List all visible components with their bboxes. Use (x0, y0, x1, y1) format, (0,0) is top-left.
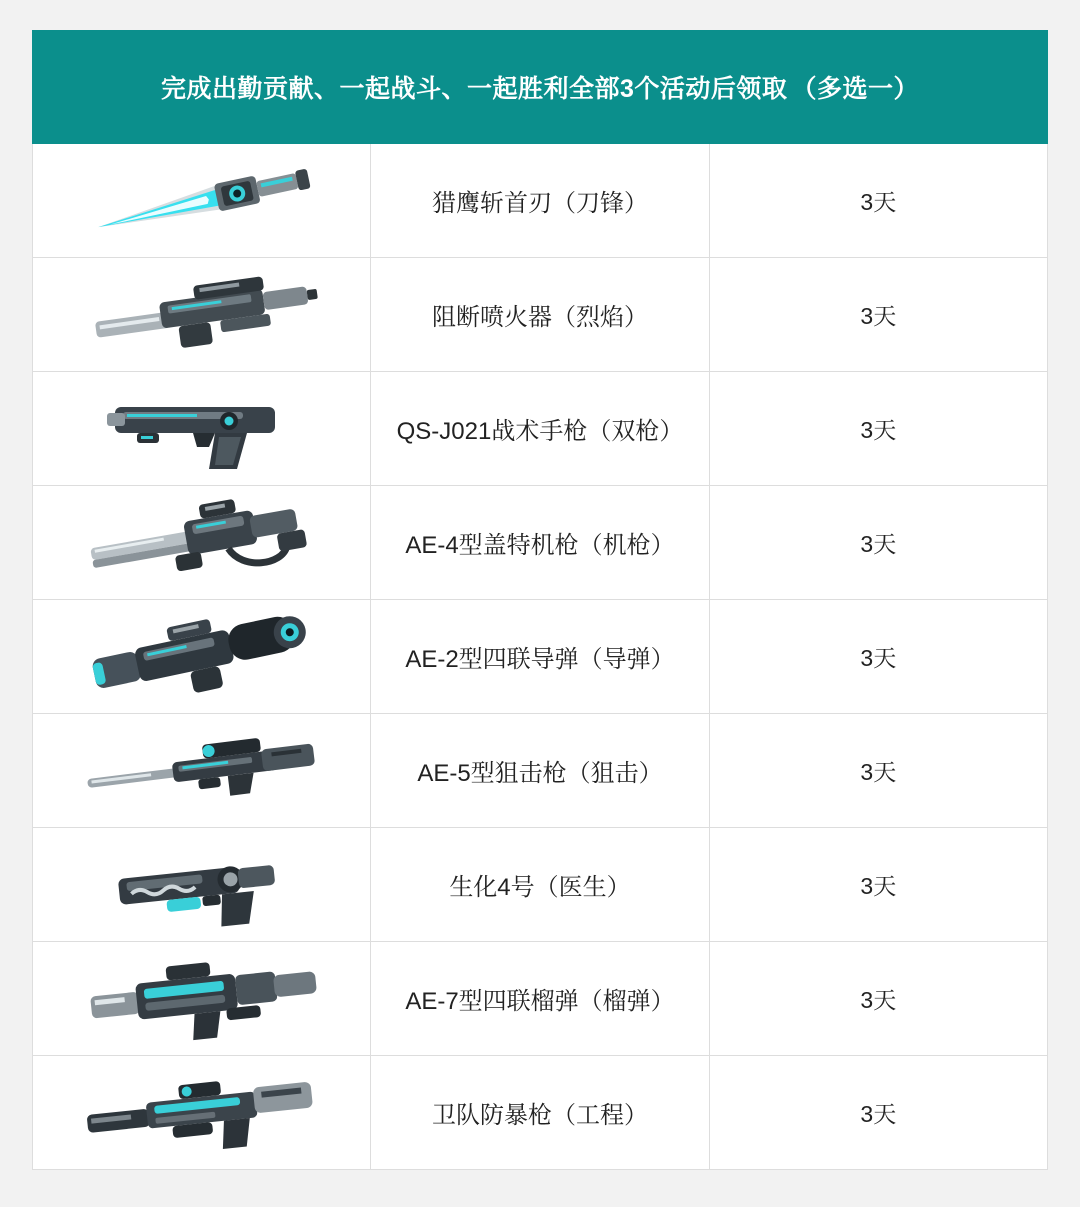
item-name: 阻断喷火器（烈焰） (371, 258, 709, 372)
item-icon-cell (33, 714, 371, 828)
item-name: 猎鹰斩首刃（刀锋） (371, 144, 709, 258)
item-name: AE-7型四联榴弹（榴弹） (371, 942, 709, 1056)
item-icon-cell (33, 372, 371, 486)
item-duration: 3天 (709, 942, 1047, 1056)
item-duration: 3天 (709, 144, 1047, 258)
header-main-text: 完成出勤贡献、一起战斗、一起胜利全部3个活动后领取 (161, 75, 788, 103)
item-name: QS-J021战术手枪（双枪） (371, 372, 709, 486)
item-name: AE-4型盖特机枪（机枪） (371, 486, 709, 600)
table-row (33, 714, 1048, 828)
table-row (33, 144, 1048, 258)
item-duration: 3天 (709, 828, 1047, 942)
table-head (33, 31, 1048, 144)
table-row (33, 828, 1048, 942)
table-row (33, 1056, 1048, 1170)
item-name: AE-2型四联导弹（导弹） (371, 600, 709, 714)
header-note-text: （多选一） (791, 75, 919, 103)
flamethrower-icon (77, 267, 327, 363)
item-duration: 3天 (709, 600, 1047, 714)
table-row (33, 258, 1048, 372)
item-duration: 3天 (709, 258, 1047, 372)
table-body (33, 144, 1048, 1170)
table-row (33, 942, 1048, 1056)
riot-shotgun-icon (77, 1065, 327, 1161)
item-name: 卫队防暴枪（工程） (371, 1056, 709, 1170)
item-duration: 3天 (709, 1056, 1047, 1170)
item-duration: 3天 (709, 486, 1047, 600)
item-icon-cell (33, 144, 371, 258)
table-header-cell (33, 31, 1048, 144)
item-icon-cell (33, 258, 371, 372)
item-icon-cell (33, 486, 371, 600)
table-header-row (33, 31, 1048, 144)
item-icon-cell (33, 828, 371, 942)
gatling-machinegun-icon (77, 495, 327, 591)
table-row (33, 372, 1048, 486)
sniper-rifle-icon (77, 723, 327, 819)
item-name: 生化4号（医生） (371, 828, 709, 942)
pistol-icon (77, 381, 327, 477)
quad-grenade-icon (77, 951, 327, 1047)
item-duration: 3天 (709, 714, 1047, 828)
table-row (33, 600, 1048, 714)
item-name: AE-5型狙击枪（狙击） (371, 714, 709, 828)
item-icon-cell (33, 1056, 371, 1170)
item-duration: 3天 (709, 372, 1047, 486)
sword-blade-icon (77, 153, 327, 249)
reward-table (32, 30, 1048, 1170)
item-icon-cell (33, 942, 371, 1056)
table-row (33, 486, 1048, 600)
item-icon-cell (33, 600, 371, 714)
medic-gun-icon (77, 837, 327, 933)
quad-missile-icon (77, 609, 327, 705)
